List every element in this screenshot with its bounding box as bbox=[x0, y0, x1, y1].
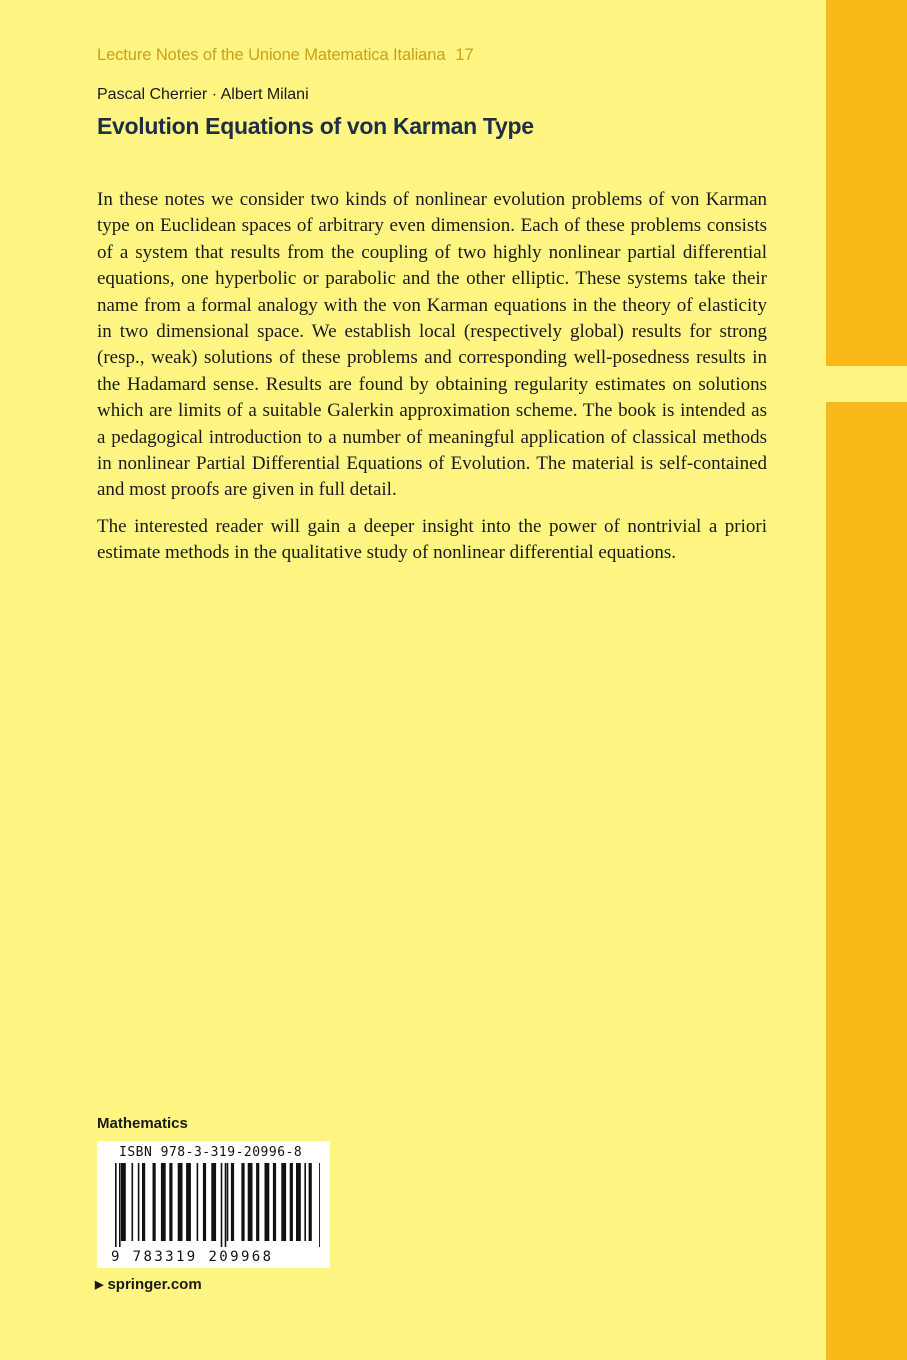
barcode-bar bbox=[225, 1163, 227, 1247]
barcode-bar bbox=[121, 1163, 126, 1241]
barcode-bar bbox=[153, 1163, 156, 1241]
barcode-bar bbox=[203, 1163, 206, 1241]
publisher-link[interactable] bbox=[95, 1276, 202, 1293]
barcode-bar bbox=[221, 1163, 223, 1247]
barcode-bar bbox=[119, 1163, 121, 1247]
ean-digits: 9 783319 209968 bbox=[111, 1249, 274, 1265]
series-line bbox=[97, 46, 474, 65]
barcode-bar bbox=[132, 1163, 134, 1241]
barcode-bar bbox=[186, 1163, 191, 1241]
barcode-bar bbox=[115, 1163, 117, 1247]
barcode-bar bbox=[231, 1163, 234, 1241]
barcode-bar bbox=[227, 1163, 229, 1241]
book-title: Evolution Equations of von Karman Type bbox=[97, 113, 534, 139]
cover-band-top bbox=[826, 0, 907, 366]
play-arrow-icon: ▶ bbox=[95, 1279, 104, 1291]
barcode-image bbox=[107, 1163, 320, 1247]
barcode-bar bbox=[161, 1163, 166, 1241]
publisher-url: springer.com bbox=[107, 1276, 202, 1293]
barcode-bar bbox=[265, 1163, 270, 1241]
barcode-bar bbox=[138, 1163, 140, 1241]
authors: Pascal Cherrier · Albert Milani bbox=[97, 86, 309, 103]
abstract bbox=[97, 187, 767, 577]
barcode-bar bbox=[142, 1163, 145, 1241]
barcode-bar bbox=[290, 1163, 293, 1241]
barcode-bar bbox=[281, 1163, 286, 1241]
barcode-bar bbox=[169, 1163, 172, 1241]
abstract-paragraph: In these notes we consider two kinds of nonlinear evolution problems of von Karman type on Euclidean spaces of arbitrary even dimension. Each of these problems consists of a system that results from the coupling of two highly nonlinear partial differential equations, one hyperbolic or parabolic and the other elliptic. These systems take their name from a formal analogy with the von Karman equations in the theory of elasticity in two dimensional space. We establish local (respectively global) results for strong (resp., weak) solutions of these problems and corresponding well-posedness results in the Hadamard sense. Results are found by obtaining regularity estimates on solutions which are limits of a suitable Galerkin approximation scheme. The book is intended as a pedagogical introduction to a number of meaningful application of classical methods in nonlinear Partial Differential Equations of Evolution. The material is self-contained and most proofs are given in full detail. bbox=[97, 189, 767, 501]
barcode-bar bbox=[273, 1163, 276, 1241]
barcode-bar bbox=[309, 1163, 312, 1241]
abstract-paragraph: The interested reader will gain a deeper insight into the power of nontrivial a priori estimate methods in the qualitative study of nonlinear differential equations. bbox=[97, 515, 767, 564]
barcode-bar bbox=[211, 1163, 216, 1241]
barcode-bar bbox=[248, 1163, 253, 1241]
isbn-label: ISBN 978-3-319-20996-8 bbox=[119, 1145, 303, 1160]
cover-band-bottom bbox=[826, 402, 907, 1360]
barcode-bar bbox=[319, 1163, 320, 1247]
barcode-block bbox=[97, 1141, 330, 1268]
subject-label: Mathematics bbox=[97, 1115, 188, 1132]
barcode-bar bbox=[256, 1163, 259, 1241]
series-number: 17 bbox=[455, 46, 474, 64]
barcode-bar bbox=[304, 1163, 306, 1241]
series-name: Lecture Notes of the Unione Matematica Italiana bbox=[97, 46, 446, 64]
barcode-bar bbox=[178, 1163, 183, 1241]
barcode-bar bbox=[241, 1163, 244, 1241]
barcode-bar bbox=[296, 1163, 301, 1241]
barcode-bar bbox=[197, 1163, 199, 1241]
